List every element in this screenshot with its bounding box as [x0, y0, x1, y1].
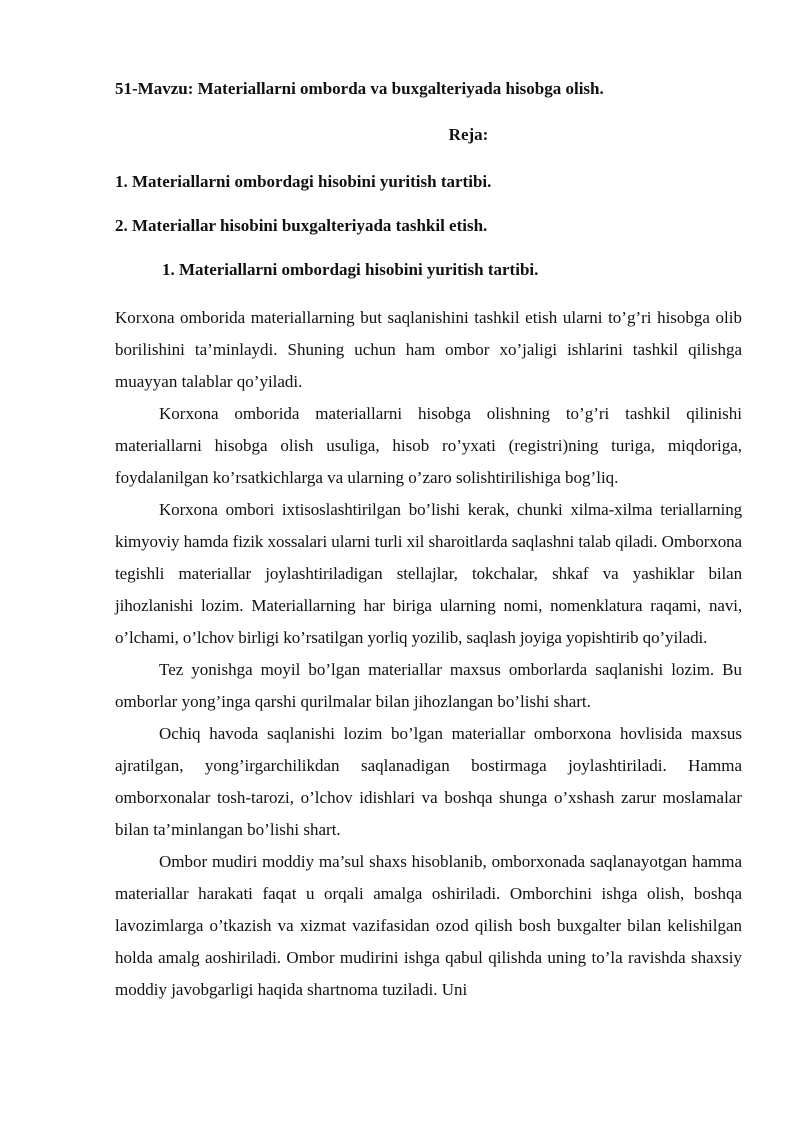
- plan-item: 1. Materiallarni ombordagi hisobini yuritish tartibi.: [115, 172, 492, 191]
- document-page: [115, 66, 742, 1006]
- document-title: 51-Mavzu: Materiallarni omborda va buxgalteriyada hisobga olish.: [115, 79, 604, 98]
- section-title: 1. Materiallarni ombordagi hisobini yuritish tartibi.: [162, 260, 539, 279]
- plan-item: 2. Materiallar hisobini buxgalteriyada tashkil etish.: [115, 216, 488, 235]
- body-paragraph: Korxona omborida materiallarning but saqlanishini tashkil etish ularni to’g’ri hisobga olib borilishini ta’minlaydi. Shuning uchun ham ombor xo’jaligi ishlarini tashkil qilishga muayyan talablar qo’yiladi.: [115, 308, 742, 391]
- body-paragraph: Ochiq havoda saqlanishi lozim bo’lgan materiallar omborxona hovlisida maxsus ajratilgan, yong’irgarchilikdan saqlanadigan bostirmaga joylashtiriladi. Hamma omborxonalar tosh-tarozi, o’lchov idishlari va boshqa shunga o’xshash zarur moslamalar bilan ta’minlangan bo’lishi shart.: [115, 724, 742, 839]
- body-paragraph: Korxona omborida materiallarni hisobga olishning to’g’ri tashkil qilinishi materiallarni hisobga olish usuliga, hisob ro’yxati (registri)ning turiga, miqdoriga, foydalanilgan ko’rsatkichlarga va ularning o’zaro solishtirilishiga bog’liq.: [115, 404, 742, 487]
- plan-heading: Reja:: [448, 125, 489, 144]
- body-paragraph: Korxona ombori ixtisoslashtirilgan bo’lishi kerak, chunki xilma-xilma teriallarning kimyoviy hamda fizik xossalari ularni turli xil sharoitlarda saqlashni talab qiladi. Omborxona tegishli materiallar joylashtiriladigan stellajlar, tokchalar, shkaf va yashiklar bilan jihozlanishi lozim. Materiallarning har biriga ularning nomi, nomenklatura raqami, navi, o’lchami, o’lchov birligi ko’rsatilgan yorliq yozilib, saqlash joyiga yopishtirib qo’yiladi.: [115, 500, 742, 647]
- body-paragraph: Ombor mudiri moddiy ma’sul shaxs hisoblanib, omborxonada saqlanayotgan hamma materiallar harakati faqat u orqali amalga oshiriladi. Omborchini ishga olish, boshqa lavozimlarga o’tkazish va xizmat vazifasidan ozod qilish bosh buxgalter bilan kelishilgan holda amalg aoshiriladi. Ombor mudirini ishga qabul qilishda uning to’la ravishda shaxsiy moddiy javobgarligi haqida shartnoma tuziladi. Uni: [115, 852, 742, 999]
- body-paragraph: Tez yonishga moyil bo’lgan materiallar maxsus omborlarda saqlanishi lozim. Bu omborlar yong’inga qarshi qurilmalar bilan jihozlangan bo’lishi shart.: [115, 660, 742, 711]
